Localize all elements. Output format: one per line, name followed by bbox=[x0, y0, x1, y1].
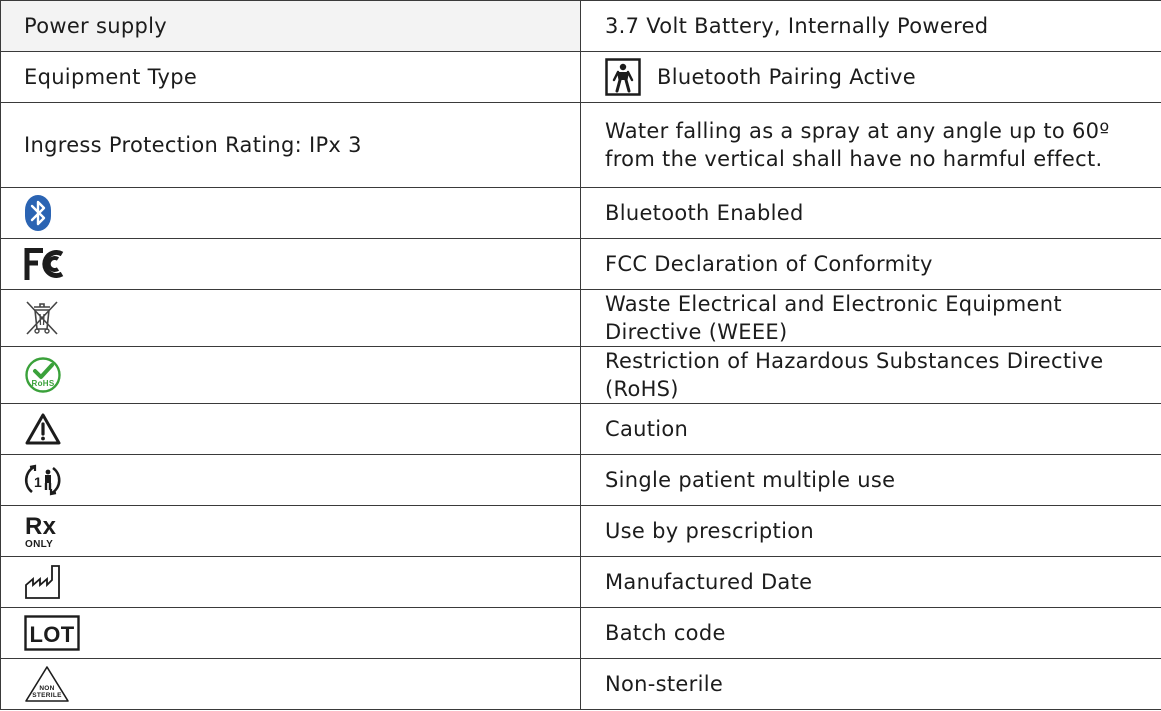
row-description: Bluetooth Pairing Active bbox=[657, 65, 916, 89]
row-description: Waste Electrical and Electronic Equipment Directive (WEEE) bbox=[605, 292, 1062, 344]
table-row bbox=[1, 455, 1161, 506]
table-row bbox=[1, 506, 1161, 557]
type-bf-applied-part-icon bbox=[605, 58, 641, 96]
row-icon-cell bbox=[1, 290, 581, 347]
single-patient-multiple-use-icon bbox=[24, 461, 62, 499]
row-description-cell bbox=[581, 506, 1161, 557]
row-label: Ingress Protection Rating: IPx 3 bbox=[24, 133, 362, 157]
caution-icon bbox=[24, 412, 62, 446]
row-description: Non-sterile bbox=[605, 672, 724, 696]
non-sterile-icon-subtext: STERILE bbox=[32, 692, 62, 699]
spmu-icon-text: 1 bbox=[33, 474, 43, 490]
row-icon-cell bbox=[1, 506, 581, 557]
row-description: Water falling as a spray at any angle up to 60º from the vertical shall have no harmful effect. bbox=[605, 119, 1110, 171]
table-row bbox=[1, 239, 1161, 290]
bluetooth-icon bbox=[24, 194, 52, 232]
table-row bbox=[1, 52, 1161, 103]
row-description: FCC Declaration of Conformity bbox=[605, 252, 933, 276]
row-label-cell bbox=[1, 52, 581, 103]
rx-only-icon bbox=[24, 512, 64, 550]
rohs-icon bbox=[24, 356, 62, 394]
table-row bbox=[1, 608, 1161, 659]
row-icon-cell bbox=[1, 608, 581, 659]
table-row bbox=[1, 347, 1161, 404]
row-label-cell bbox=[1, 103, 581, 188]
row-description: Batch code bbox=[605, 621, 726, 645]
row-icon-cell bbox=[1, 188, 581, 239]
row-description-cell bbox=[581, 659, 1161, 710]
manufactured-date-icon bbox=[24, 563, 62, 601]
row-icon-cell bbox=[1, 455, 581, 506]
lot-icon-text: LOT bbox=[29, 622, 75, 647]
row-description-cell bbox=[581, 239, 1161, 290]
table-row bbox=[1, 404, 1161, 455]
row-description-cell bbox=[581, 404, 1161, 455]
row-description: Use by prescription bbox=[605, 519, 814, 543]
row-description-cell bbox=[581, 347, 1161, 404]
table-row bbox=[1, 188, 1161, 239]
table-row bbox=[1, 290, 1161, 347]
rx-icon-subtext: ONLY bbox=[25, 539, 54, 550]
row-description: Caution bbox=[605, 417, 689, 441]
row-description-cell bbox=[581, 455, 1161, 506]
non-sterile-icon-text: NON bbox=[39, 685, 55, 692]
row-description-cell bbox=[581, 557, 1161, 608]
rohs-icon-text: RoHS bbox=[31, 379, 55, 388]
row-icon-cell bbox=[1, 557, 581, 608]
table-row bbox=[1, 659, 1161, 710]
row-description-cell bbox=[581, 52, 1161, 103]
weee-crossed-bin-icon bbox=[24, 299, 60, 337]
row-description-cell bbox=[581, 103, 1161, 188]
lot-icon bbox=[24, 615, 80, 651]
row-icon-cell bbox=[1, 404, 581, 455]
row-description: Restriction of Hazardous Substances Directive (RoHS) bbox=[605, 349, 1104, 401]
row-description: 3.7 Volt Battery, Internally Powered bbox=[605, 14, 989, 38]
row-description: Manufactured Date bbox=[605, 570, 813, 594]
row-label-cell bbox=[1, 1, 581, 52]
row-description: Single patient multiple use bbox=[605, 468, 896, 492]
row-icon-cell bbox=[1, 659, 581, 710]
table-row bbox=[1, 103, 1161, 188]
row-description-cell bbox=[581, 188, 1161, 239]
row-description-cell bbox=[581, 1, 1161, 52]
row-icon-cell bbox=[1, 347, 581, 404]
table-row bbox=[1, 1, 1161, 52]
row-description: Bluetooth Enabled bbox=[605, 201, 804, 225]
row-description-cell bbox=[581, 290, 1161, 347]
row-label: Power supply bbox=[24, 14, 167, 38]
rx-icon-text: Rx bbox=[25, 513, 57, 540]
fcc-icon bbox=[24, 246, 70, 282]
table-row bbox=[1, 557, 1161, 608]
row-description-cell bbox=[581, 608, 1161, 659]
non-sterile-icon bbox=[24, 665, 70, 703]
row-label: Equipment Type bbox=[24, 65, 198, 89]
row-icon-cell bbox=[1, 239, 581, 290]
